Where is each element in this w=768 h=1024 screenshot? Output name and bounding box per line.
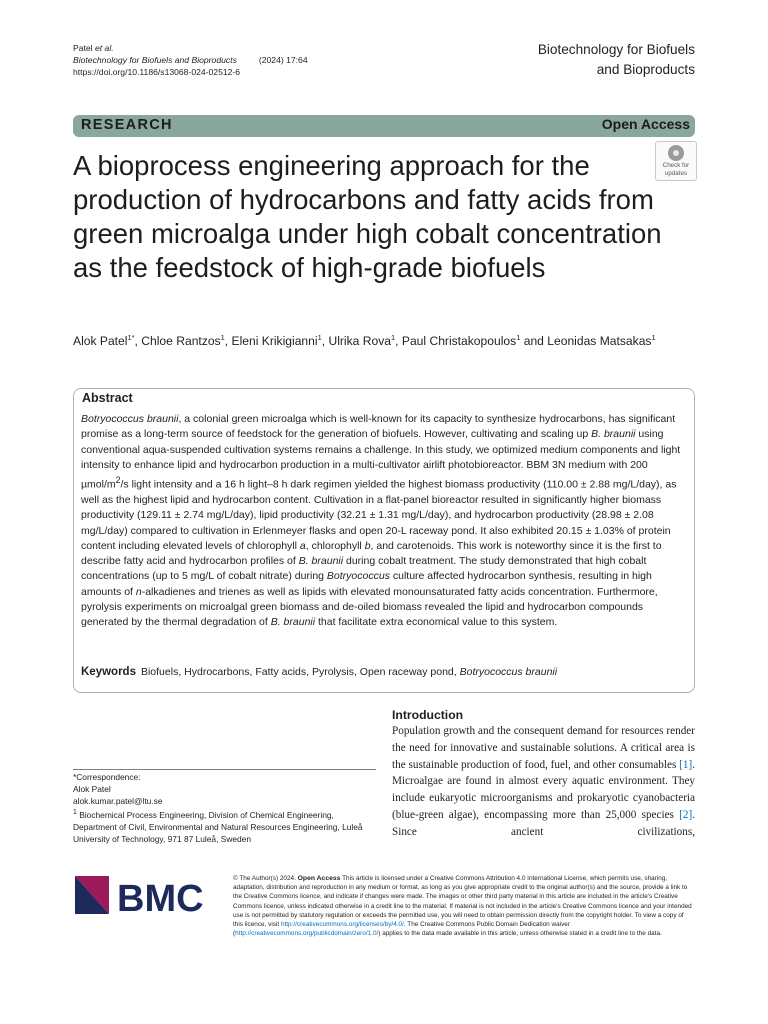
author[interactable]: Chloe Rantzos: [141, 334, 221, 349]
doi-link[interactable]: https://doi.org/10.1186/s13068-024-02512-6: [73, 67, 241, 78]
journal-name-italic: Biotechnology for Biofuels and Bioproducts: [73, 55, 237, 66]
reference-link[interactable]: [1]: [679, 758, 693, 771]
keyword-species: Botryococcus braunii: [459, 666, 558, 678]
species-name: B. braunii: [298, 555, 344, 568]
license-text: [233, 874, 695, 938]
intro-part: . Since ancient civilizations,: [392, 808, 695, 838]
article-type-bar: [73, 115, 695, 137]
year-issue: (2024) 17:64: [258, 55, 308, 66]
bmc-logo[interactable]: [75, 874, 215, 916]
check-updates-line2: updates: [664, 170, 688, 177]
bmc-logo-text: BMC: [117, 878, 204, 916]
abstract-part: that facilitate extra economical value to this system.: [315, 616, 558, 629]
abstract-part: , chlorophyll: [305, 539, 365, 552]
author-affiliation: 1: [390, 333, 396, 342]
journal-title-line1: Biotechnology for Biofuels: [537, 42, 695, 57]
license-part: ) applies to the data made available in this article, unless otherwise stated in a credit line to the data.: [378, 930, 662, 938]
author[interactable]: Paul Christakopoulos: [401, 334, 517, 349]
copyright: © The Author(s) 2024.: [233, 875, 298, 882]
introduction-text: [392, 723, 695, 841]
italic-term: b: [364, 539, 371, 552]
article-title: A bioprocess engineering approach for the production of hydrocarbons and fatty acids from green microalga under high cobalt concentration as the feedstock of high-grade biofuels: [73, 150, 662, 283]
check-updates-line1: Check for: [662, 162, 690, 169]
et-al: et al.: [94, 43, 114, 53]
author[interactable]: Alok Patel: [73, 334, 128, 349]
abstract-part: -alkadienes and trienes as well as lipids with elevated monounsaturated fatty acids concentration. Furthermore, pyrolysis experiments on microalgal green biomass and de-oiled biomass revealed the lipid and hydrocarbon compounds generated by the thermal degradation of: [81, 585, 658, 629]
keywords-label: Keywords: [81, 666, 136, 678]
superscript: 2: [115, 475, 121, 486]
species-name: B. braunii: [591, 428, 636, 441]
abstract-text: [81, 412, 687, 631]
public-domain-link[interactable]: http://creativecommons.org/publicdomain/zero/1.0/: [235, 930, 379, 938]
crossmark-icon: [668, 145, 684, 161]
correspondence-email[interactable]: alok.kumar.patel@ltu.se: [73, 795, 163, 806]
author[interactable]: Ulrika Rova: [328, 334, 391, 349]
footnote-divider: [73, 769, 376, 770]
author[interactable]: Eleni Krikigianni: [231, 334, 318, 349]
keywords: [81, 665, 687, 680]
reference-link[interactable]: [2]: [679, 808, 693, 821]
intro-part: . Microalgae are found in almost every aquatic environment. They include eukaryotic microorganisms and prokaryotic cyanobacteria (blue-green algae), encompassing more than 25,000 species: [392, 758, 695, 821]
author-affiliation: 1: [651, 333, 656, 342]
correspondence-name: Alok Patel: [73, 783, 111, 794]
italic-term: a: [299, 539, 306, 552]
intro-part: Population growth and the consequent demand for resources render the need for innovative and sustainable solutions. A critical area is the sustainable production of food, fuel, and other consumables: [392, 725, 695, 771]
species-name: Botryococcus: [326, 570, 390, 583]
license-part: . The Creative Commons Public Domain Dedication waiver (: [233, 921, 570, 938]
abstract-heading: Abstract: [82, 391, 133, 405]
author-list: Alok Patel$^{1*}$, Chloe Rantzos$^1$, Eleni Krikigianni$^1$, Ulrika Rova$^1$, Paul Christakopoulos$^1$ and Leonidas Matsakas$^1$: [73, 333, 656, 349]
license-part: This article is licensed under a Creative Commons Attribution 4.0 International License, which permits use, sharing, adaptation, distribution and reproduction in any medium or format, as long as you give appropriate credit to the original author(s) and the source, provide a link to the Creative Commons licence, and indicate if changes were made. The images or other third party material in this article are included in the article's Creative Commons licence, unless indicated otherwise in a credit line to the material. If material is not included in the article's Creative Commons licence and your intended use is not permitted by statutory regulation or exceeds the permitted use, you will need to obtain permission directly from the copyright holder. To view a copy of this licence, visit: [233, 875, 692, 929]
author-affiliation: 1: [220, 333, 225, 342]
abstract-part: , and carotenoids. This work is noteworthy since it is the first to describe fatty acid and hydrocarbon profiles of: [81, 539, 662, 568]
correspondence-block: [73, 772, 373, 846]
citation-block: [73, 42, 308, 79]
journal-title: [538, 40, 695, 79]
author-affiliation: 1: [317, 333, 322, 342]
journal-title-line2: and Bioproducts: [596, 61, 695, 77]
article-type-label: RESEARCH: [81, 117, 173, 133]
author[interactable]: Leonidas Matsakas: [547, 334, 652, 349]
species-name: B. braunii: [270, 616, 316, 629]
open-access-label: Open Access: [601, 116, 690, 132]
license-link[interactable]: http://creativecommons.org/licenses/by/4.0/: [280, 921, 404, 929]
keywords-list: Biofuels, Hydrocarbons, Fatty acids, Pyrolysis, Open raceway pond,: [140, 666, 460, 678]
introduction-heading: Introduction: [392, 708, 464, 722]
author-affiliation: 1: [516, 333, 521, 342]
abstract-part: culture affected hydrocarbon synthesis, resulting in high amounts of: [81, 570, 652, 598]
author-affiliation: 1*: [127, 333, 135, 342]
correspondence-label: *Correspondence:: [73, 772, 141, 782]
affiliation-number: 1: [73, 809, 77, 817]
author-short: Patel: [73, 43, 93, 53]
italic-term: n: [135, 585, 142, 598]
abstract-part: using conventional aqua-suspended cultivation systems remains a challenge. In this study, we optimized medium components and light intensity to enhance lipid and hydrocarbon production in a multi-cultivator airlift photobioreactor. BBM 3N medium with 200 µmol/m: [81, 428, 681, 491]
affiliation-text: Biochemical Process Engineering, Division of Chemical Engineering, Department of Civil, Environmental and Natural Resources Engineering, Luleå University of Technology, 971 87 Luleå, Sweden: [73, 810, 363, 844]
species-name: Botryococcus braunii: [81, 413, 179, 425]
open-access-bold: Open Access: [297, 875, 341, 882]
abstract-part: /s light intensity and a 16 h light–8 h dark regimen yielded the highest biomass productivity (110.00 ± 2.88 mg/L/day), as well as the highest lipid and hydrocarbon content. Cultivation in a flat-panel bioreactor resulted in significantly higher biomass productivity (129.11 ± 2.74 mg/L/day), lipid productivity (32.21 ± 1.31 mg/L/day), and hydrocarbon productivity (28.98 ± 2.08 mg/L/day) compared to cultivation in Erlenmeyer flasks and open 20-L raceway pond. It also exhibited 20.15 ± 1.03% of protein content including elevated levels of chlorophyll: [81, 478, 677, 552]
abstract-part: , a colonial green microalga which is well-known for its capacity to synthesize hydrocarbons, has significant promise as a long-term source of feedstock for the generation of biofuels. However, cultivating and scaling up: [81, 413, 676, 441]
abstract-part: during cobalt treatment. The study demonstrated that high cobalt concentrations (up to 5 mg/L of cobalt nitrate) during: [81, 555, 647, 583]
